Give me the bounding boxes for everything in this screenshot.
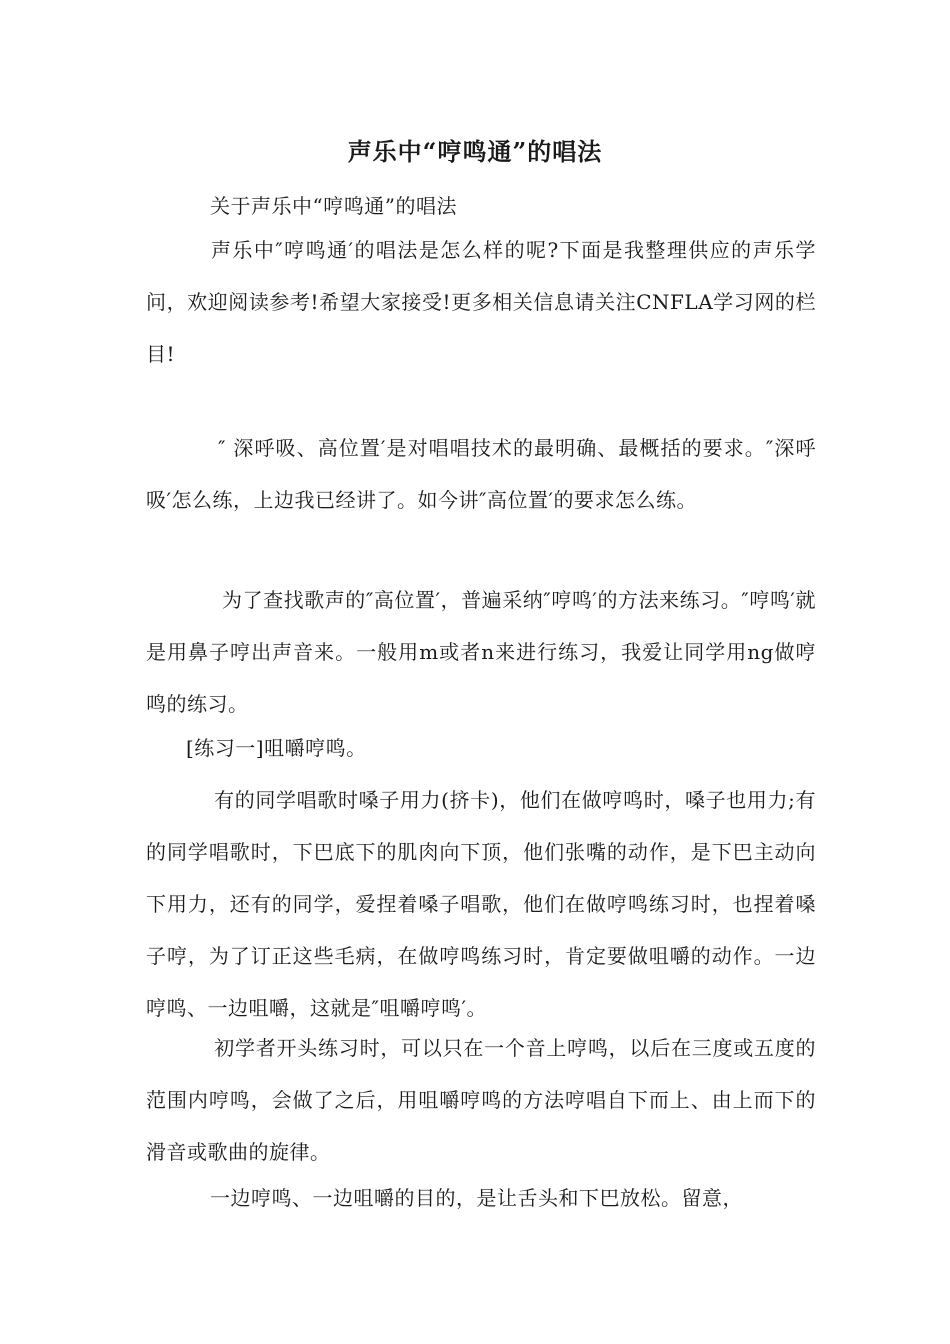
- intro-paragraph: [146, 224, 816, 380]
- paragraph-text: 初学者开头练习时，可以只在一个音上哼鸣，以后在三度或五度的范围内哼鸣，会做了之后，用咀嚼哼鸣的方法哼唱自下而上、由上而下的滑音或歌曲的旋律。: [146, 1036, 816, 1164]
- exercise-one-heading: [146, 722, 816, 774]
- paragraph-purpose: [146, 1172, 816, 1224]
- exercise-text: [练习一]咀嚼哼鸣。: [186, 736, 367, 760]
- paragraph-text: 有的同学唱歌时嗓子用力(挤卡)，他们在做哼鸣时，嗓子也用力;有的同学唱歌时，下巴底下的肌肉向下顶，他们张嘴的动作，是下巴主动向下用力，还有的同学，爱捏着嗓子唱歌，他们在做哼鸣练习时，也捏着嗓子哼，为了订正这些毛病，在做哼鸣练习时，肯定要做咀嚼的动作。一边哼鸣、一边咀嚼，这就是″咀嚼哼鸣′。: [146, 788, 816, 1020]
- document-title: 声乐中“哼鸣通”的唱法: [347, 137, 603, 166]
- paragraph-high-position: [146, 422, 816, 526]
- intro-text: 声乐中″哼鸣通′的唱法是怎么样的呢?下面是我整理供应的声乐学问，欢迎阅读参考!希望大家接受!更多相关信息请关注CNFLA学习网的栏目!: [146, 238, 816, 366]
- paragraph-text: 为了查找歌声的″高位置′，普遍采纳″哼鸣′的方法来练习。″哼鸣′就是用鼻子哼出声音来。一般用m或者n来进行练习，我爱让同学用ng做哼鸣的练习。: [146, 588, 816, 716]
- paragraph-humming-method: [146, 574, 816, 730]
- paragraph-beginners: [146, 1022, 816, 1178]
- paragraph-chewing-humming: [146, 774, 816, 1034]
- subtitle-text: 关于声乐中“哼鸣通”的唱法: [210, 194, 457, 218]
- paragraph-text: 一边哼鸣、一边咀嚼的目的，是让舌头和下巴放松。留意，: [210, 1186, 743, 1210]
- paragraph-text: ″ 深呼吸、高位置′是对唱唱技术的最明确、最概括的要求。″深呼吸′怎么练，上边我已经讲了。如今讲″高位置′的要求怎么练。: [146, 436, 816, 512]
